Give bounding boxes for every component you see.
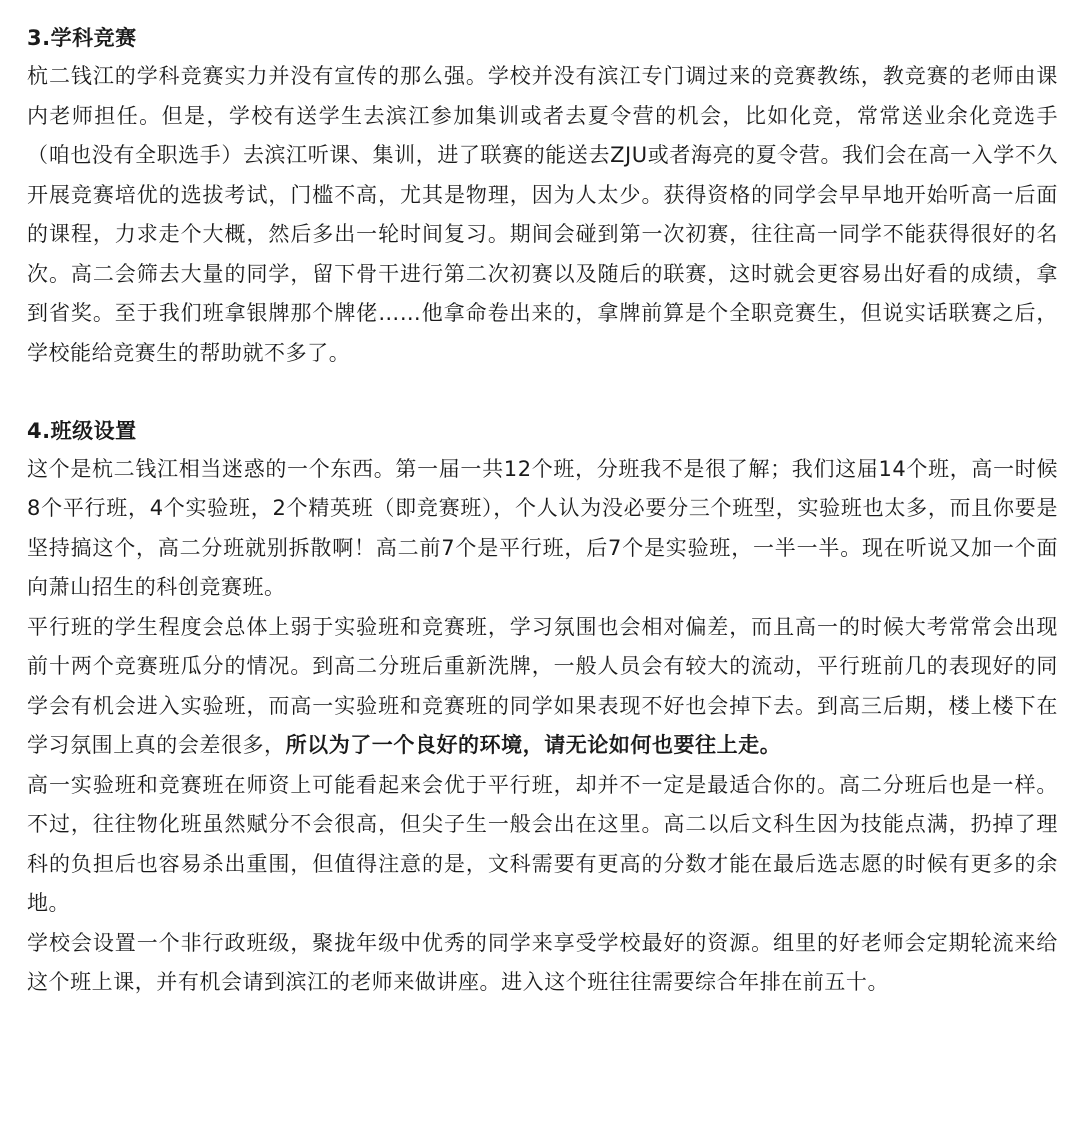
- section-heading-competition: 3.学科竞赛: [27, 26, 137, 50]
- paragraph-class-overview: 这个是杭二钱江相当迷惑的一个东西。第一届一共12个班，分班我不是很了解；我们这届14个班，高一时候8个平行班，4个实验班，2个精英班（即竞赛班），个人认为没必要分三个班型，实验班也太多，而且你要是坚持搞这个，高二分班就别拆散啊！高二前7个是平行班，后7个是实验班，一半一半。现在听说又加一个面向萧山招生的科创竞赛班。: [27, 456, 1058, 599]
- paragraph-parallel-classes-text: 平行班的学生程度会总体上弱于实验班和竞赛班，学习氛围也会相对偏差，而且高一的时候大考常常会出现前十两个竞赛班瓜分的情况。到高二分班后重新洗牌，一般人员会有较大的流动，平行班前几的表现好的同学会有机会进入实验班，而高一实验班和竞赛班的同学如果表现不好也会掉下去。到高三后期，楼上楼下在学习氛围上真的会差很多，: [27, 614, 1058, 757]
- paragraph-spacer: [27, 373, 1058, 413]
- section-heading-class-setup: 4.班级设置: [27, 418, 137, 443]
- paragraph-parallel-classes: [27, 608, 1058, 766]
- paragraph-special-class: 学校会设置一个非行政班级，聚拢年级中优秀的同学来享受学校最好的资源。组里的好老师会定期轮流来给这个班上课，并有机会请到滨江的老师来做讲座。进入这个班往往需要综合年排在前五十。: [27, 930, 1058, 994]
- paragraph-competition: 杭二钱江的学科竞赛实力并没有宣传的那么强。学校并没有滨江专门调过来的竞赛教练，教竞赛的老师由课内老师担任。但是，学校有送学生去滨江参加集训或者去夏令营的机会，比如化竞，常常送业余化竞选手（咱也没有全职选手）去滨江听课、集训，进了联赛的能送去ZJU或者海亮的夏令营。我们会在高一入学不久开展竞赛培优的选拔考试，门槛不高，尤其是物理，因为人太少。获得资格的同学会早早地开始听高一后面的课程，力求走个大概，然后多出一轮时间复习。期间会碰到第一次初赛，往往高一同学不能获得很好的名次。高二会筛去大量的同学，留下骨干进行第二次初赛以及随后的联赛，这时就会更容易出好看的成绩，拿到省奖。至于我们班拿银牌那个牌佬……他拿命卷出来的，拿牌前算是个全职竞赛生，但说实话联赛之后，学校能给竞赛生的帮助就不多了。: [27, 64, 1058, 365]
- emphasis-text: 所以为了一个良好的环境，请无论如何也要往上走。: [285, 733, 782, 757]
- paragraph-faculty: 高一实验班和竞赛班在师资上可能看起来会优于平行班，却并不一定是最适合你的。高二分班后也是一样。不过，往往物化班虽然赋分不会很高，但尖子生一般会出在这里。高二以后文科生因为技能点满，扔掉了理科的负担后也容易杀出重围，但值得注意的是，文科需要有更高的分数才能在最后选志愿的时候有更多的余地。: [27, 772, 1058, 915]
